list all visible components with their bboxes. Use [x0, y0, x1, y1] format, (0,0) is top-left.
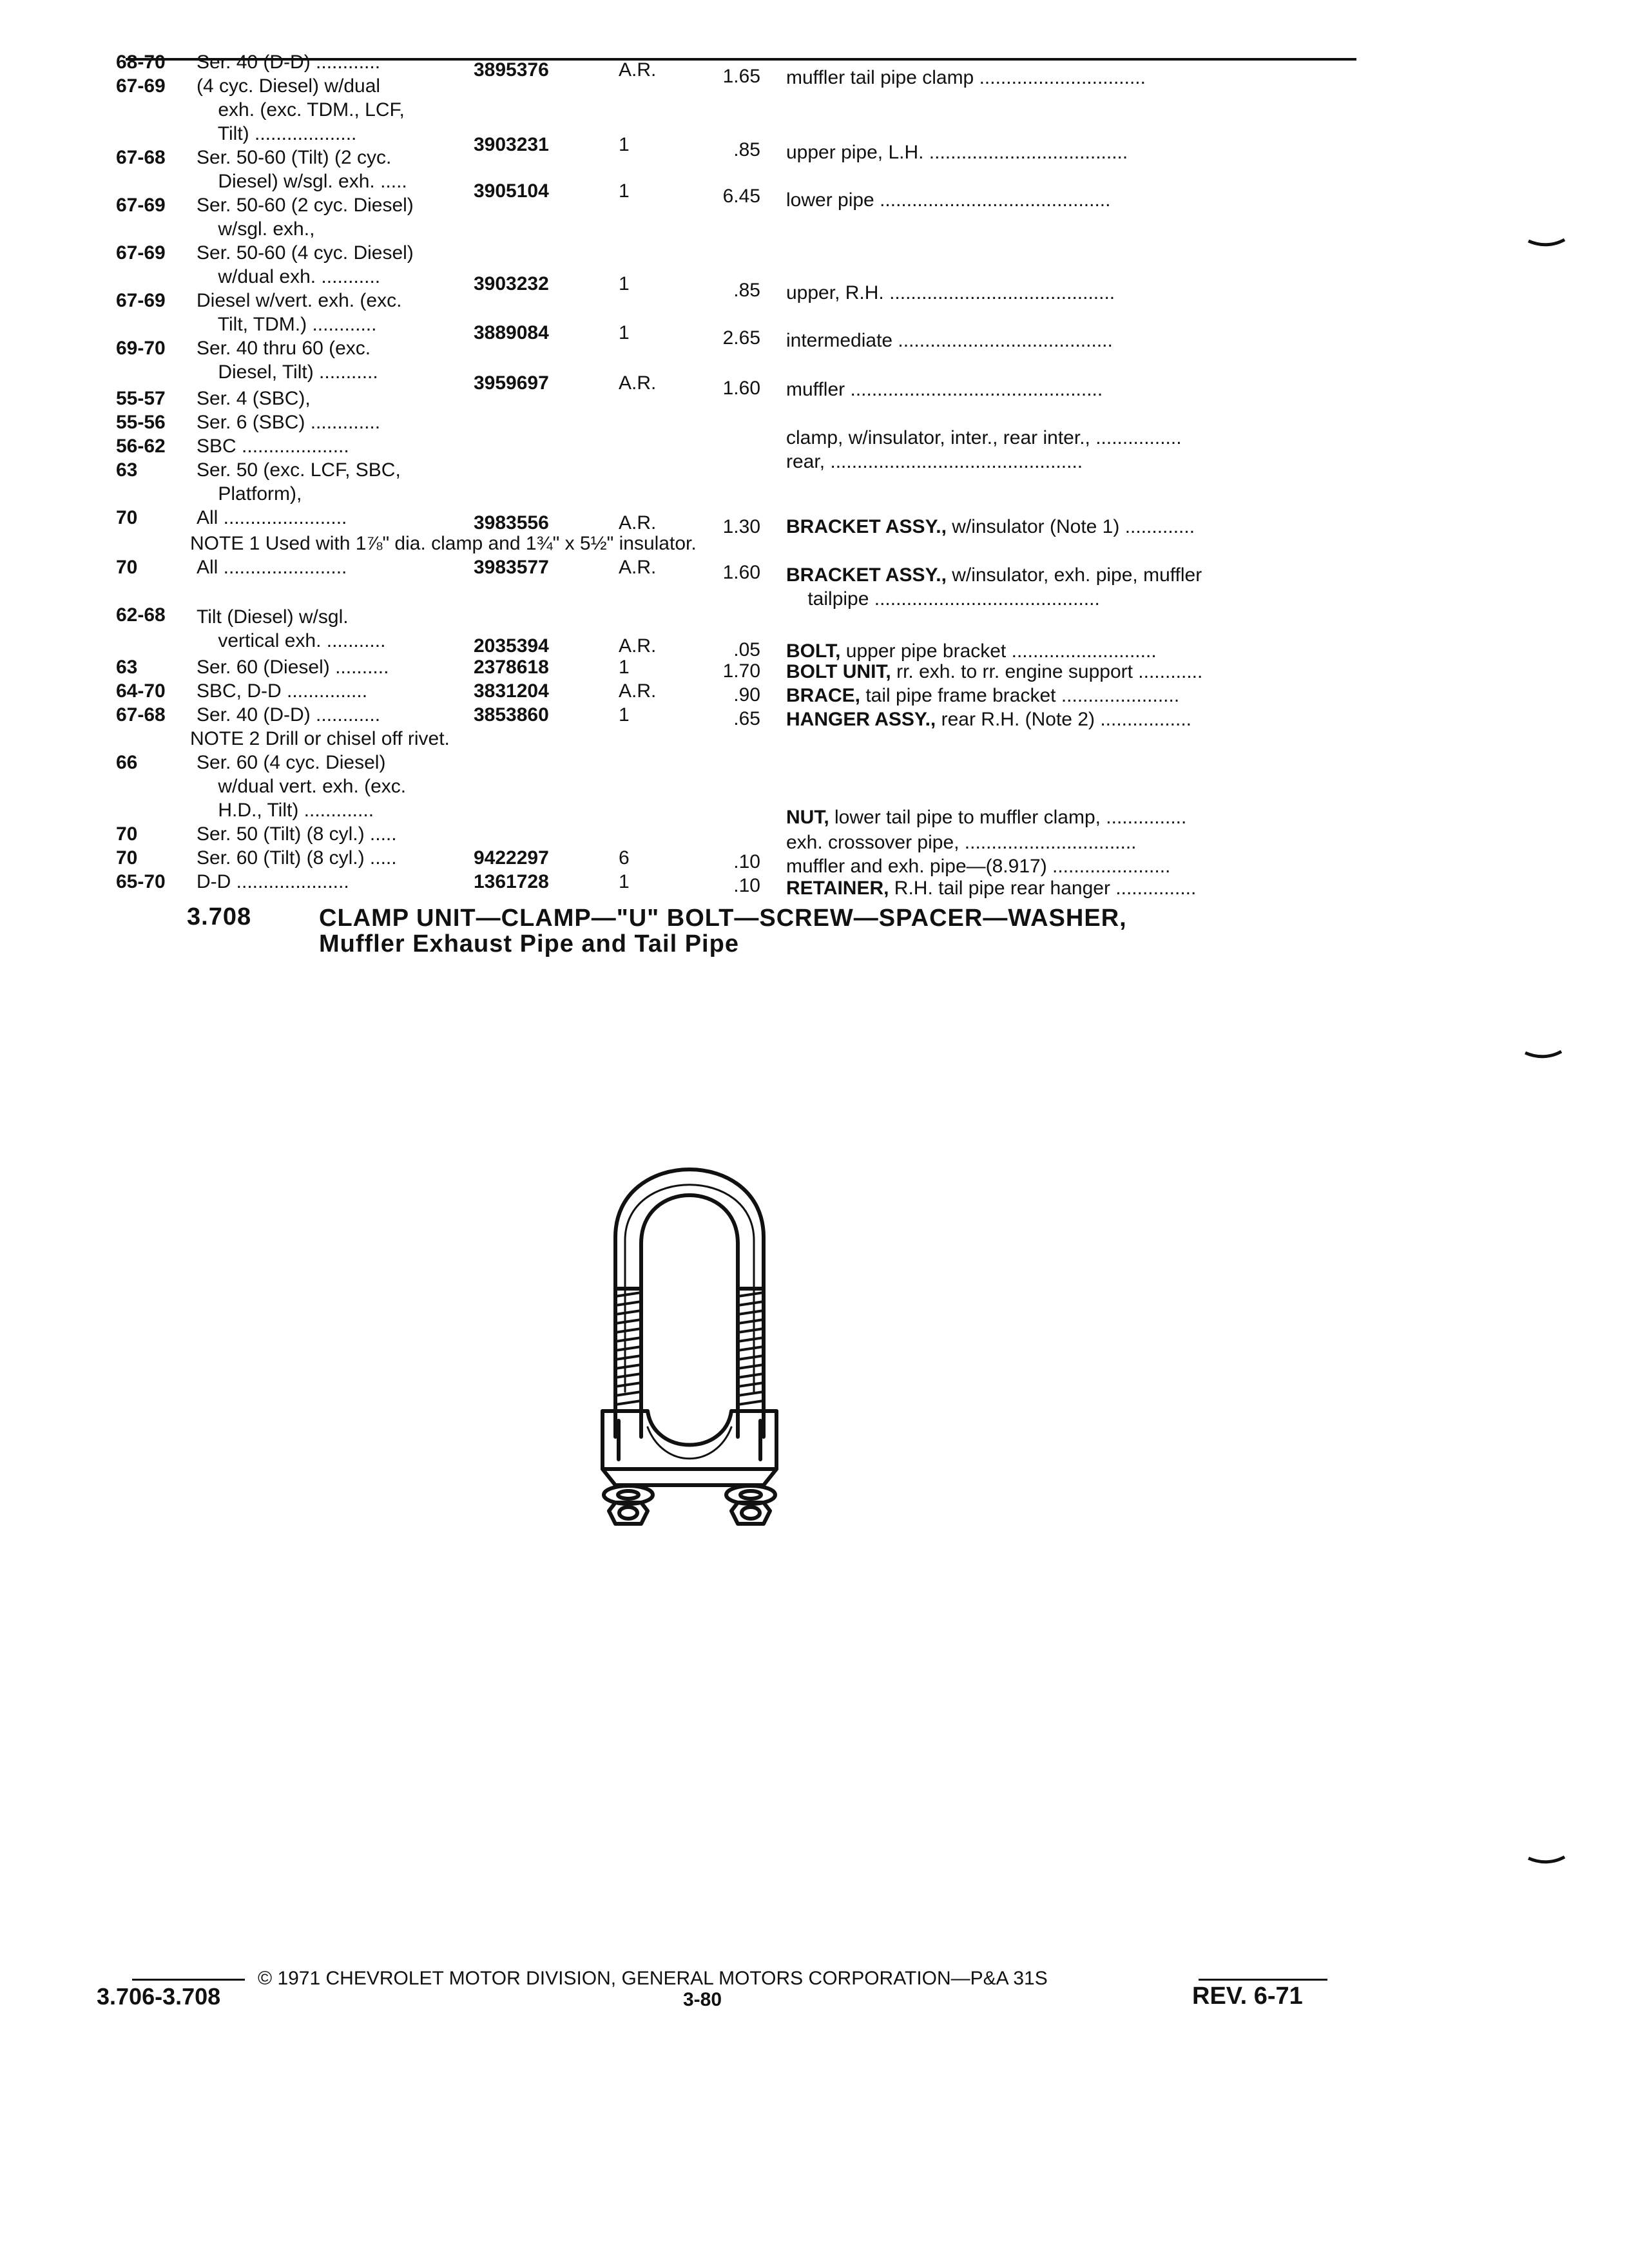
years: 67-69 — [116, 290, 166, 311]
part-number: 1361728 — [474, 871, 549, 892]
quantity: 1 — [619, 322, 630, 343]
part-number: 3905104 — [474, 180, 549, 202]
part-number: 2378618 — [474, 657, 549, 678]
quantity: A.R. — [619, 635, 657, 657]
price: .65 — [733, 708, 760, 729]
description: upper pipe, L.H. ..................................... — [786, 142, 1128, 163]
price: .85 — [733, 280, 760, 301]
years: 62-68 — [116, 604, 166, 626]
description — [786, 876, 1356, 900]
application: Ser. 60 (Diesel) .......... — [197, 657, 389, 678]
quantity: 1 — [619, 871, 630, 892]
item-name: BOLT UNIT, — [786, 661, 891, 682]
item-name: BOLT, — [786, 640, 841, 662]
years: 67-69 — [116, 195, 166, 216]
page-number: 3-80 — [683, 1989, 722, 2010]
application: All ....................... — [197, 557, 347, 578]
part-number: 2035394 — [474, 635, 549, 657]
description: upper, R.H. .......................................... — [786, 282, 1115, 303]
price: .85 — [733, 139, 760, 160]
application: Ser. 50 (Tilt) (8 cyl.) ..... — [197, 823, 397, 845]
application: Ser. 6 (SBC) ............. — [197, 412, 381, 433]
description — [786, 707, 1356, 731]
description: rear, ............................................... — [786, 451, 1083, 472]
quantity: 1 — [619, 273, 630, 294]
footer-rule-left — [132, 1979, 245, 1981]
part-number: 3831204 — [474, 680, 549, 702]
quantity: A.R. — [619, 557, 657, 578]
item-name: BRACKET ASSY., — [786, 516, 947, 537]
application: Ser. 50 (exc. LCF, SBC, Platform), — [197, 459, 401, 505]
footer-copyright: © 1971 CHEVROLET MOTOR DIVISION, GENERAL MOTORS CORPORATION—P&A 31S — [258, 1968, 1048, 1989]
quantity: A.R. — [619, 680, 657, 702]
price: .05 — [733, 639, 760, 660]
application: Ser. 40 thru 60 (exc. Diesel, Tilt) ........... — [197, 338, 378, 383]
description — [786, 515, 1356, 539]
description — [786, 684, 1356, 707]
item-detail: tail pipe frame bracket ...................... — [860, 685, 1180, 706]
years: 64-70 — [116, 680, 166, 702]
part-number: 3889084 — [474, 322, 549, 343]
item-name: HANGER ASSY., — [786, 709, 936, 730]
part-number: 9422297 — [474, 847, 549, 869]
part-number: 3903232 — [474, 273, 549, 294]
part-number: 3983577 — [474, 557, 549, 578]
quantity: 1 — [619, 657, 630, 678]
price: 1.60 — [722, 562, 760, 583]
item-name: RETAINER, — [786, 878, 889, 899]
section-title: CLAMP UNIT—CLAMP—"U" BOLT—SCREW—SPACER—WASHER, Muffler Exhaust Pipe and Tail Pipe — [319, 905, 1127, 957]
application: Diesel w/vert. exh. (exc. Tilt, TDM.) ............ — [197, 290, 402, 335]
application: Ser. 40 (D-D) ............ (4 cyc. Diesel) w/dual exh. (exc. TDM., LCF, Tilt) ................... — [197, 52, 405, 144]
years: 68-70 — [116, 52, 166, 73]
description: muffler tail pipe clamp ............................... — [786, 67, 1146, 88]
years: 67-69 — [116, 242, 166, 264]
quantity: 1 — [619, 134, 630, 155]
part-number: 3895376 — [474, 59, 549, 81]
application: SBC, D-D ............... — [197, 680, 368, 702]
item-detail: lower tail pipe to muffler clamp, ............... — [829, 807, 1187, 828]
price: 2.65 — [722, 327, 760, 349]
application: Ser. 50-60 (4 cyc. Diesel) w/dual exh. ........... — [197, 242, 414, 287]
item-detail: R.H. tail pipe rear hanger ............... — [889, 878, 1197, 899]
description — [786, 660, 1356, 684]
description — [786, 805, 1356, 829]
description: exh. crossover pipe, ................................ muffler and exh. pipe—(8.917) ...................... — [786, 832, 1171, 877]
quantity: 6 — [619, 847, 630, 869]
item-name: BRACE, — [786, 685, 861, 706]
quantity: 1 — [619, 180, 630, 202]
note-1: NOTE 1 Used with 1⅞" dia. clamp and 1¾" x 5½" insulator. — [190, 533, 697, 554]
years: 55-57 — [116, 388, 166, 409]
years: 66 — [116, 752, 138, 773]
application: Ser. 60 (Tilt) (8 cyl.) ..... — [197, 847, 397, 869]
application: Ser. 50-60 (Tilt) (2 cyc. Diesel) w/sgl. exh. ..... — [197, 147, 407, 192]
quantity: A.R. — [619, 512, 657, 533]
price: 6.45 — [722, 186, 760, 207]
section-range: 3.706-3.708 — [97, 1983, 221, 2010]
price: 1.30 — [722, 516, 760, 537]
price: 1.65 — [722, 66, 760, 87]
price: .10 — [733, 851, 760, 872]
application: Ser. 50-60 (2 cyc. Diesel) w/sgl. exh., — [197, 195, 414, 240]
item-name: BRACKET ASSY., — [786, 564, 947, 586]
price: .90 — [733, 684, 760, 706]
years: 70 — [116, 823, 138, 845]
item-detail: rear R.H. (Note 2) ................. — [936, 709, 1192, 730]
years: 67-68 — [116, 147, 166, 168]
part-number: 3959697 — [474, 372, 549, 394]
note-2: NOTE 2 Drill or chisel off rivet. — [190, 728, 450, 749]
description: muffler ............................................... — [786, 379, 1103, 400]
application: Tilt (Diesel) w/sgl. vertical exh. ........... — [197, 606, 386, 651]
section-number: 3.708 — [187, 903, 252, 930]
part-number: 3983556 — [474, 512, 549, 533]
price: 1.60 — [722, 378, 760, 399]
years: 56-62 — [116, 436, 166, 457]
quantity: A.R. — [619, 59, 657, 81]
years: 63 — [116, 459, 138, 481]
years: 67-68 — [116, 704, 166, 726]
u-bolt-clamp-icon — [580, 1134, 799, 1546]
item-detail: upper pipe bracket ........................... — [840, 640, 1157, 662]
item-name: NUT, — [786, 807, 829, 828]
application: D-D ..................... — [197, 871, 349, 892]
quantity: 1 — [619, 704, 630, 726]
years: 63 — [116, 657, 138, 678]
description: clamp, w/insulator, inter., rear inter., ................ — [786, 427, 1182, 448]
price: .10 — [733, 875, 760, 896]
years: 67-69 — [116, 75, 166, 97]
part-number: 3903231 — [474, 134, 549, 155]
years: 65-70 — [116, 871, 166, 892]
application: Ser. 4 (SBC), — [197, 388, 311, 409]
item-detail: rr. exh. to rr. engine support ............ — [891, 661, 1203, 682]
years: 70 — [116, 507, 138, 528]
quantity: A.R. — [619, 372, 657, 394]
description: intermediate ........................................ — [786, 330, 1113, 351]
years: 55-56 — [116, 412, 166, 433]
item-detail: w/insulator (Note 1) ............. — [946, 516, 1195, 537]
description — [786, 563, 1356, 611]
margin-mark-icon — [1527, 238, 1566, 247]
application: Ser. 60 (4 cyc. Diesel) w/dual vert. exh. (exc. H.D., Tilt) ............. — [197, 752, 407, 821]
item-detail: w/insulator, exh. pipe, muffler tailpipe .......................................... — [807, 564, 1202, 610]
years: 69-70 — [116, 338, 166, 359]
years: 70 — [116, 557, 138, 578]
footer-rule-right — [1199, 1979, 1327, 1981]
margin-mark-icon — [1524, 1050, 1563, 1059]
application: All ....................... — [197, 507, 347, 528]
price: 1.70 — [722, 660, 760, 682]
margin-mark-icon — [1527, 1856, 1566, 1865]
part-number: 3853860 — [474, 704, 549, 726]
application: SBC .................... — [197, 436, 349, 457]
years: 70 — [116, 847, 138, 869]
application: Ser. 40 (D-D) ............ — [197, 704, 381, 726]
description: lower pipe ........................................... — [786, 189, 1111, 211]
revision-date: REV. 6-71 — [1192, 1983, 1303, 2010]
